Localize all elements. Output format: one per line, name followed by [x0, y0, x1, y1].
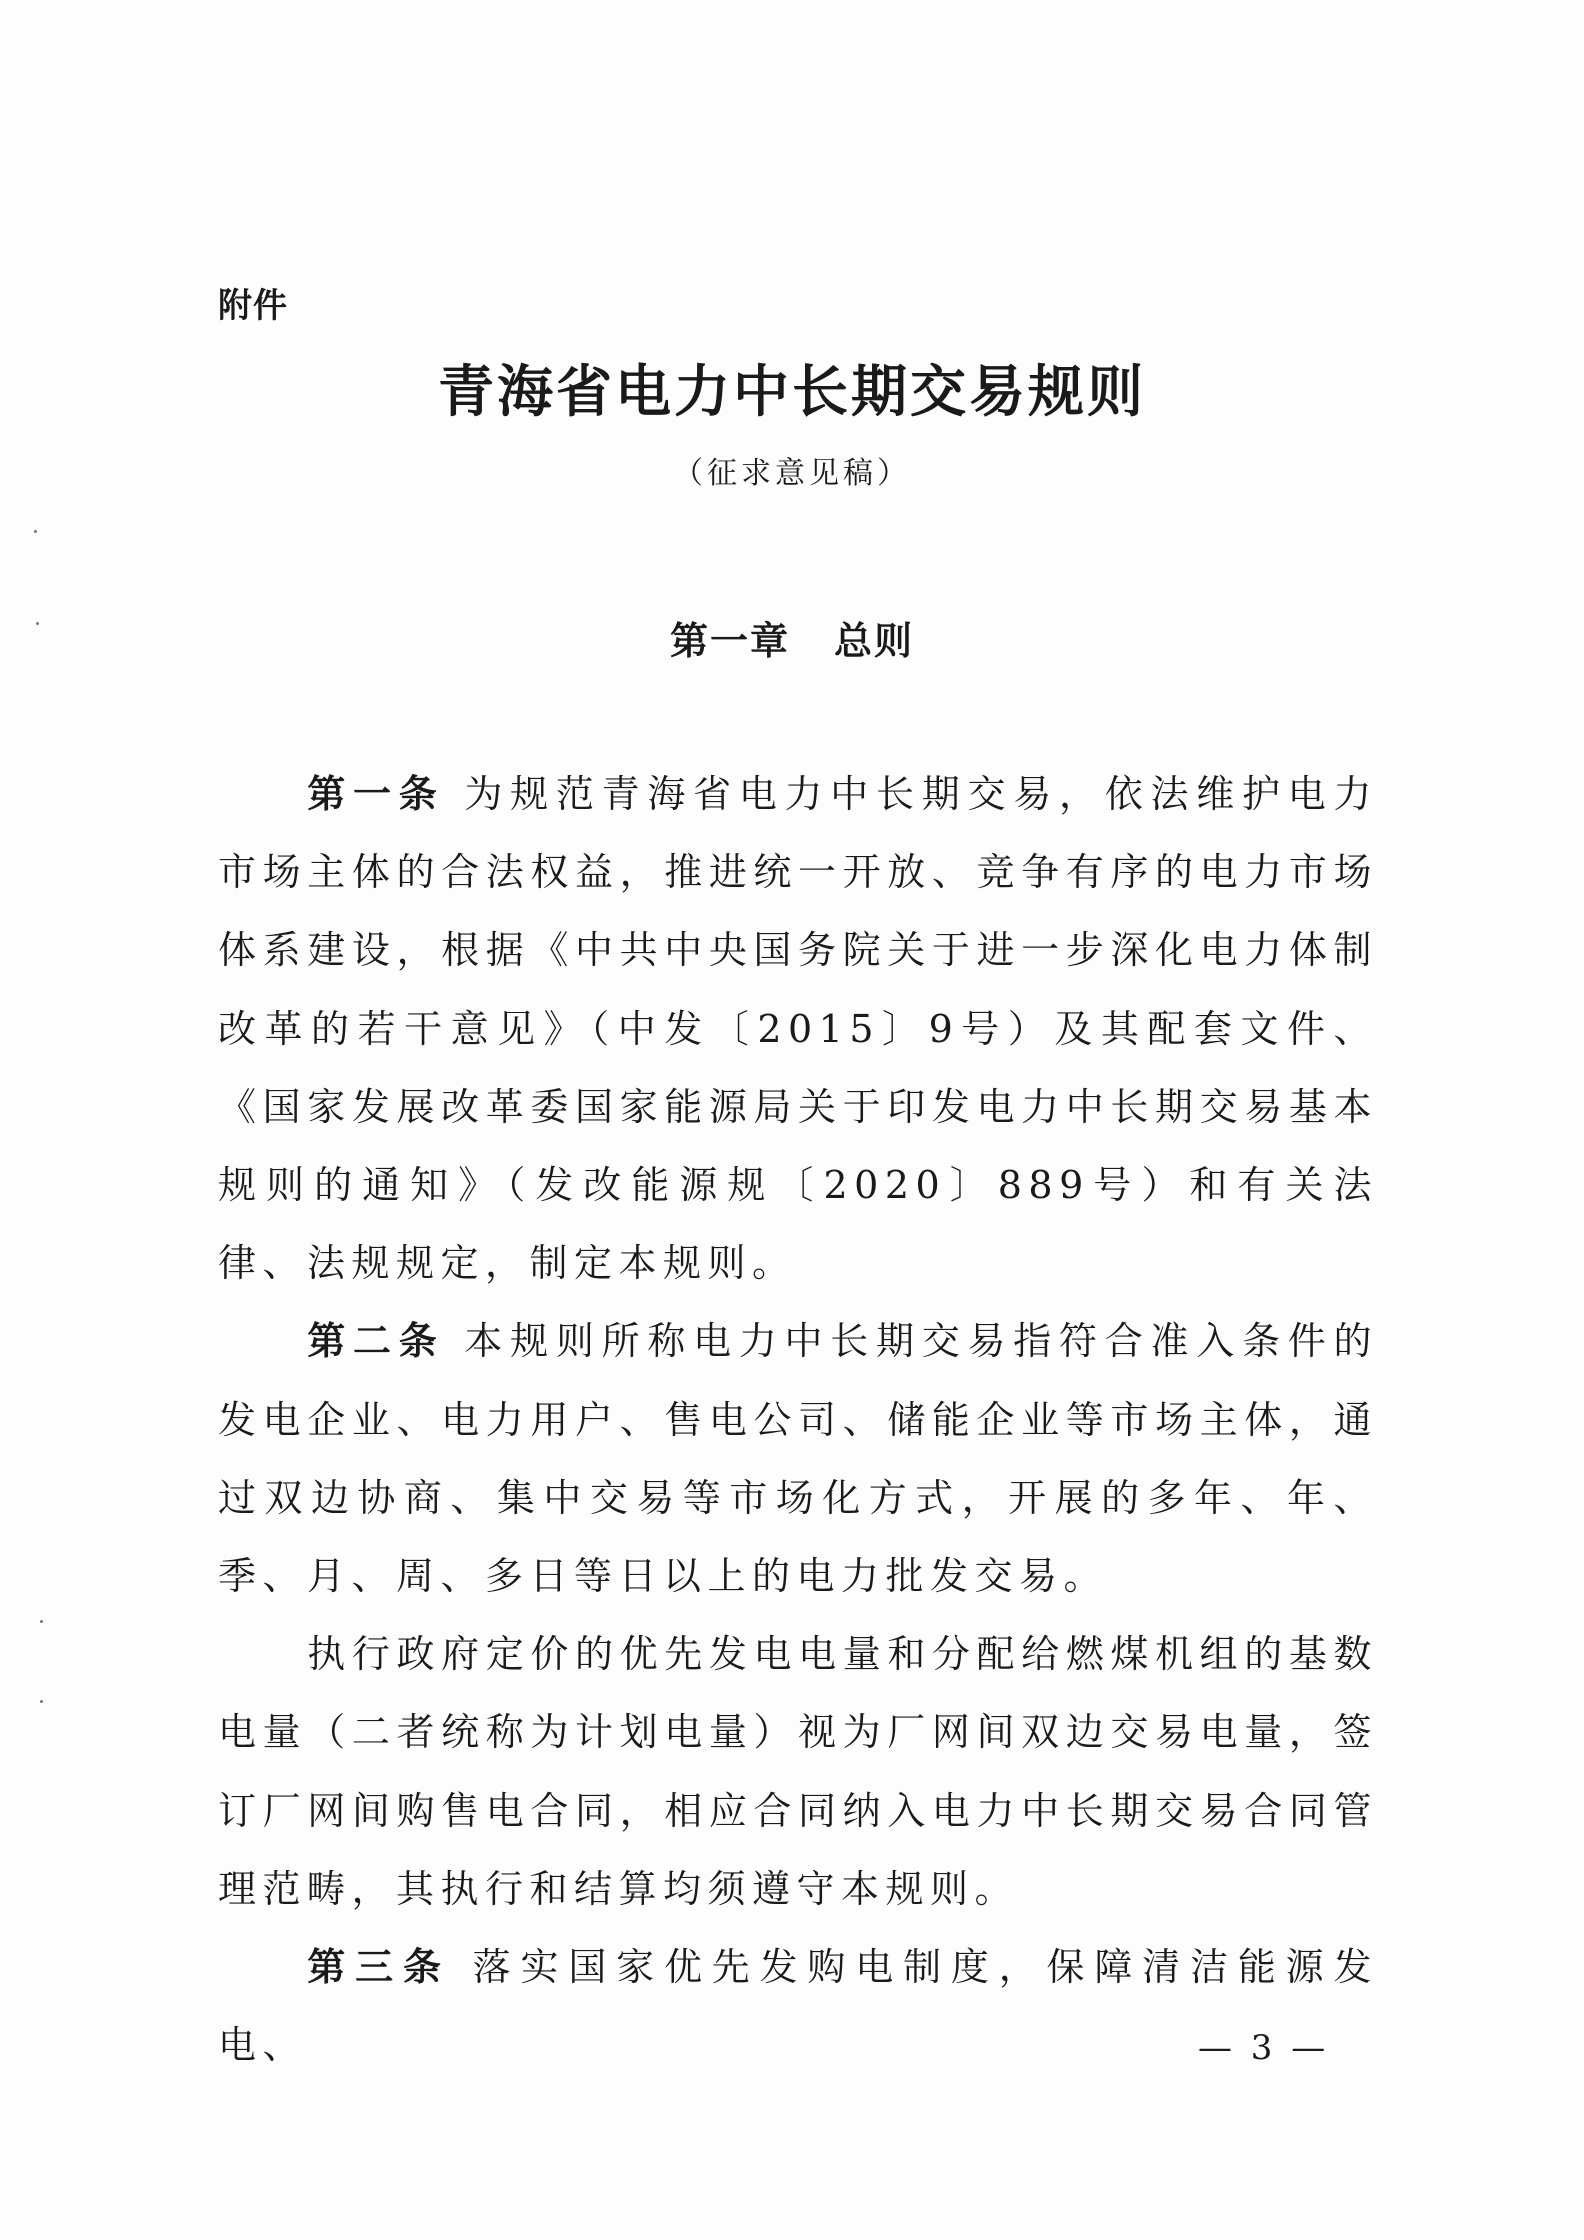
chapter-name: 总则	[834, 619, 915, 663]
article-paragraph	[218, 755, 1378, 1302]
article-paragraph	[218, 1302, 1378, 1615]
article-paragraph	[218, 1615, 1378, 1928]
article-text: 执行政府定价的优先发电电量和分配给燃煤机组的基数电量（二者统称为计划电量）视为厂网间双边交易电量，签订厂网间购售电合同，相应合同纳入电力中长期交易合同管理范畴，其执行和结算均须遵守本规则。	[218, 1632, 1378, 1911]
article-text: 为规范青海省电力中长期交易，依法维护电力市场主体的合法权益，推进统一开放、竞争有序的电力市场体系建设，根据《中共中央国务院关于进一步深化电力体制改革的若干意见》（中发〔2015〕9号）及其配套文件、《国家发展改革委国家能源局关于印发电力中长期交易基本规则的通知》（发改能源规〔2020〕889号）和有关法律、法规规定，制定本规则。	[218, 772, 1378, 1286]
article-number: 第三条	[307, 1945, 451, 1990]
chapter-heading	[0, 610, 1584, 665]
chapter-number: 第一章	[669, 619, 790, 663]
document-body	[218, 755, 1378, 2084]
article-text: 落实国家优先发购电制度，保障清洁能源发电、	[218, 1945, 1378, 2068]
document-subtitle: （征求意见稿）	[673, 456, 911, 491]
article-number: 第一条	[307, 772, 445, 816]
document-title: 青海省电力中长期交易规则	[438, 360, 1146, 425]
scan-speck	[40, 1700, 43, 1703]
scan-speck	[34, 530, 37, 533]
attachment-label: 附件	[218, 286, 288, 326]
article-text: 本规则所称电力中长期交易指符合准入条件的发电企业、电力用户、售电公司、储能企业等市场主体，通过双边协商、集中交易等市场化方式，开展的多年、年、季、月、周、多日等日以上的电力批发交易。	[218, 1319, 1378, 1599]
scan-speck	[40, 1620, 43, 1623]
article-number: 第二条	[307, 1319, 445, 1364]
page-number: — 3 —	[1198, 2028, 1330, 2068]
